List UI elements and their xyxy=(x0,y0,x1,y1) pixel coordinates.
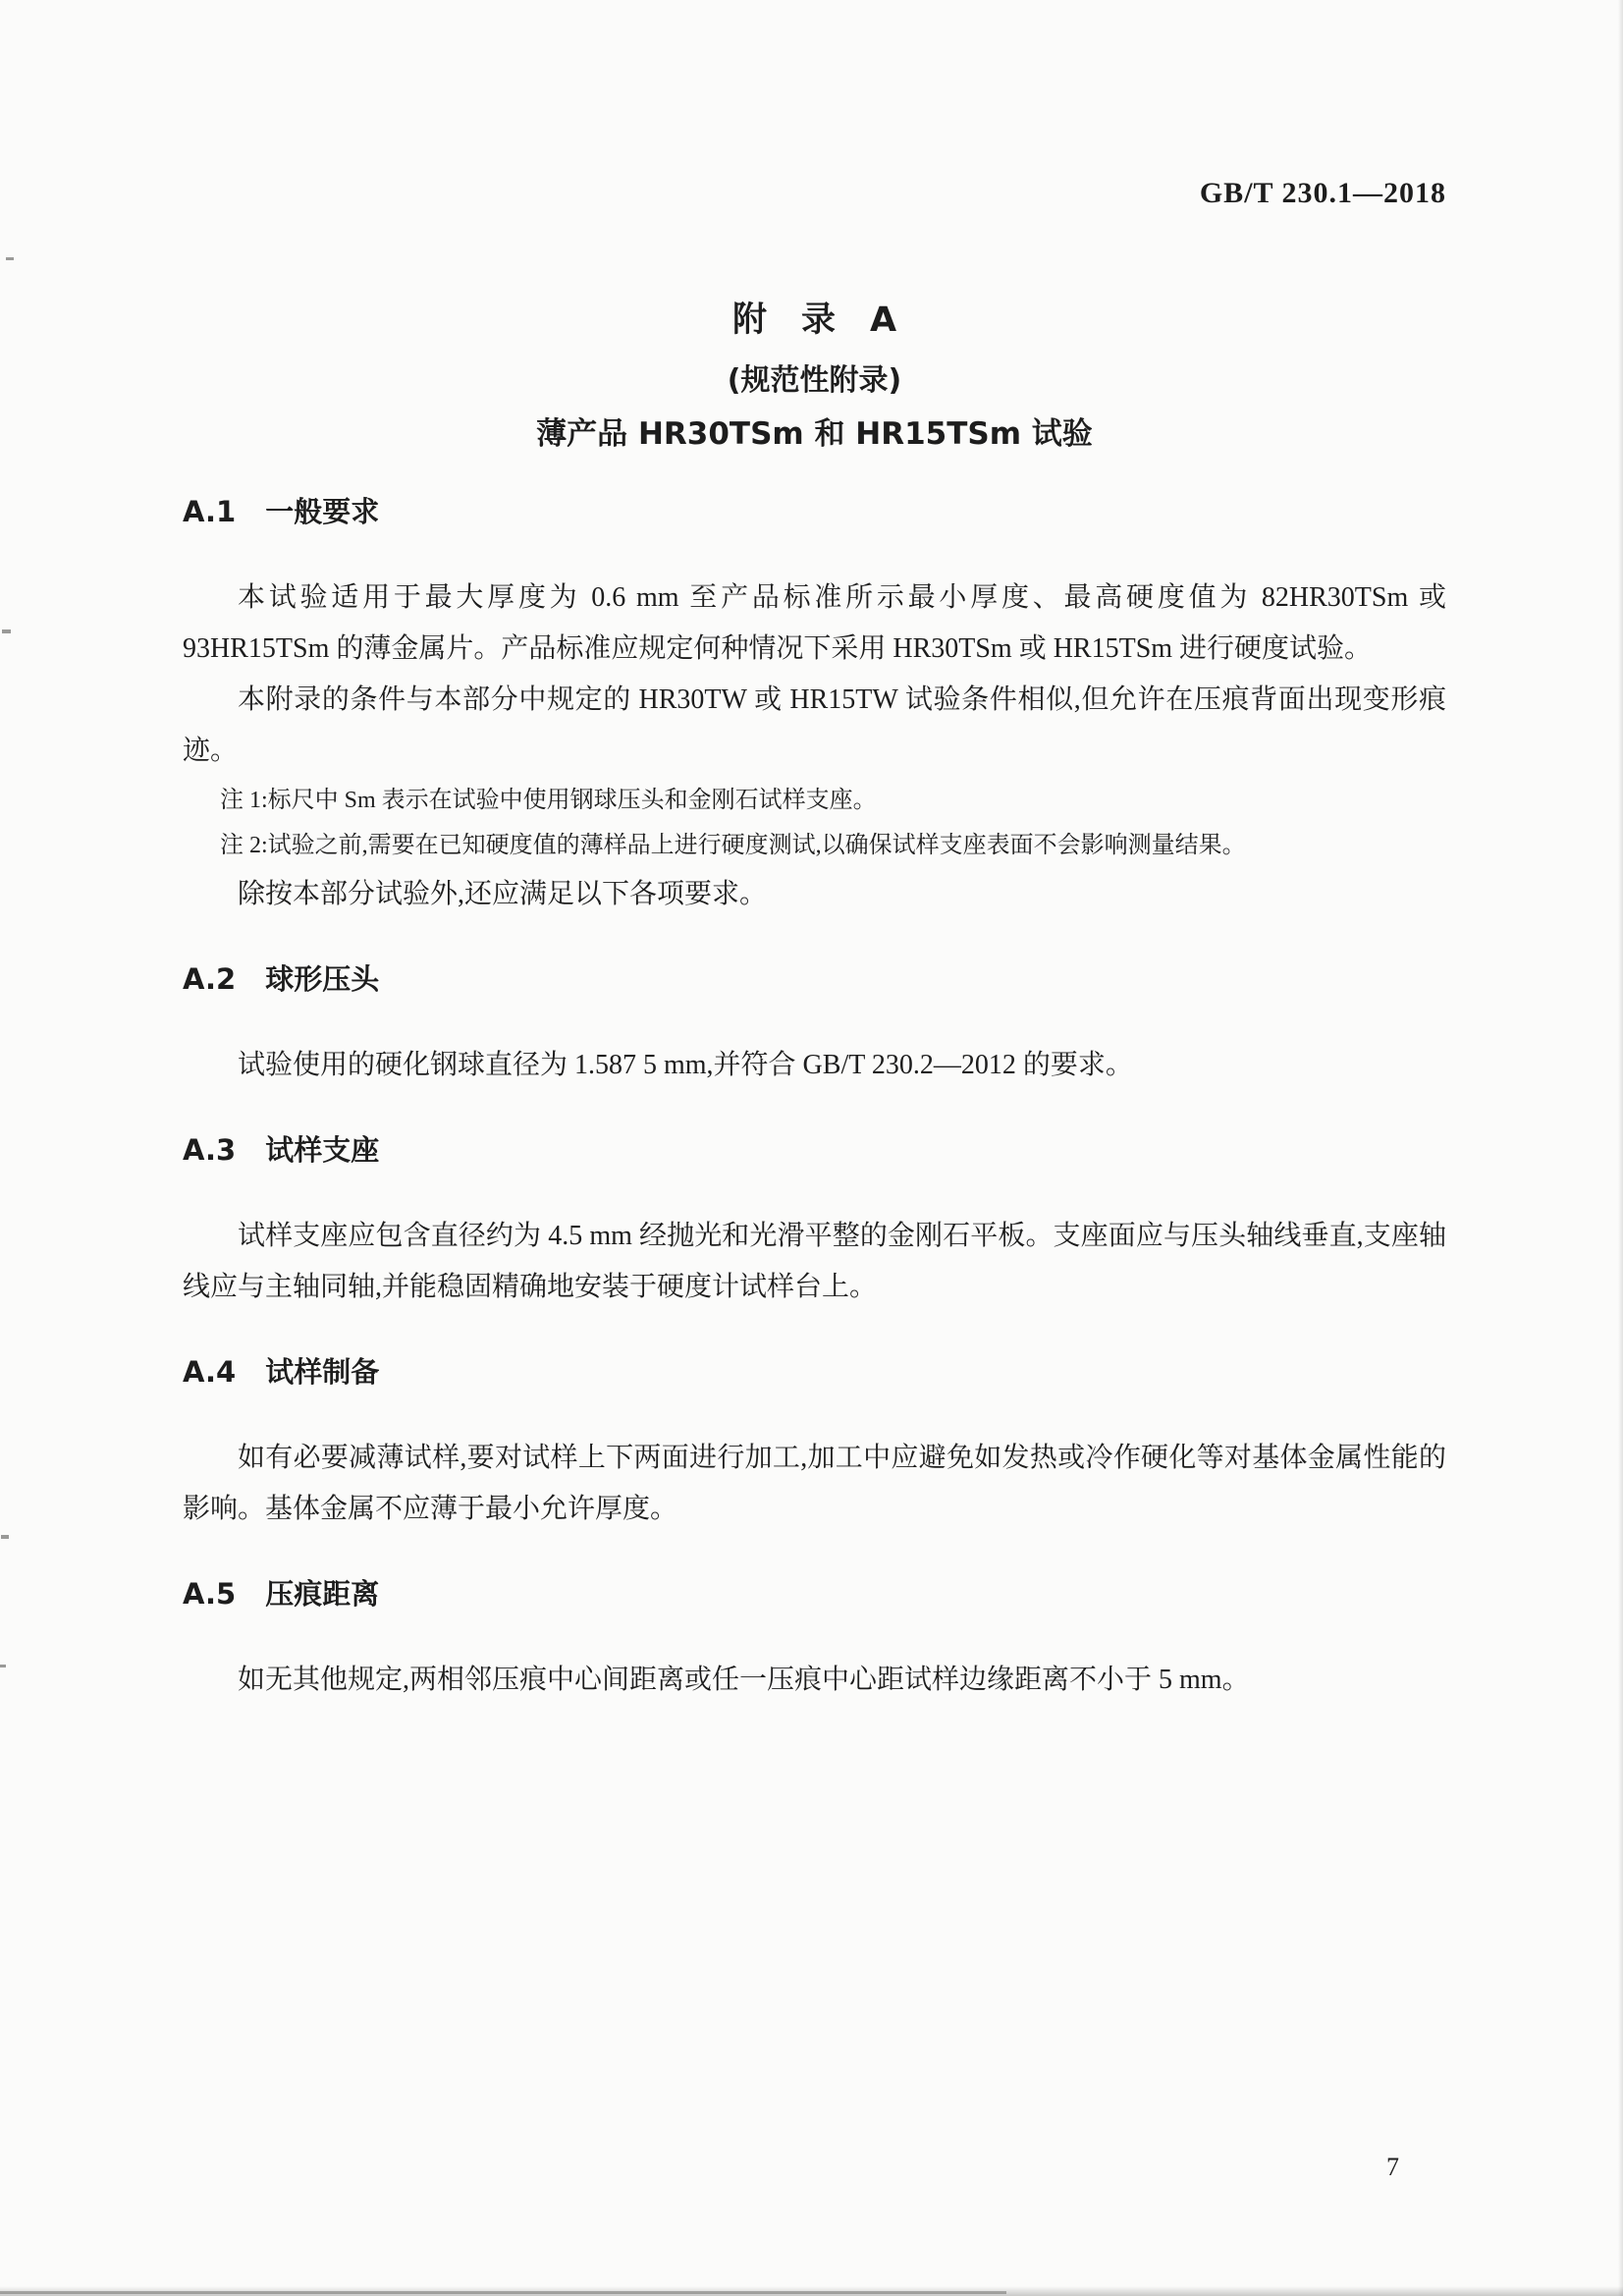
scan-speck xyxy=(6,257,14,260)
appendix-subtitle: (规范性附录) xyxy=(727,363,902,398)
section-a1-note-1: 注 1:标尺中 Sm 表示在试验中使用钢球压头和金刚石试样支座。 xyxy=(220,788,877,813)
section-a2-heading xyxy=(183,959,1446,999)
section-a5-title: 压痕距离 xyxy=(265,1577,380,1611)
section-a4-title: 试样制备 xyxy=(265,1355,380,1389)
section-a4 xyxy=(183,1352,1446,1535)
scan-edge-bottom-line xyxy=(0,2291,1006,2294)
section-a3-paragraph-1: 试样支座应包含直径约为 4.5 mm 经抛光和光滑平整的金刚石平板。支座面应与压头轴线垂直,支座轴线应与主轴同轴,并能稳固精确地安装于硬度计试样台上。 xyxy=(183,1221,1446,1302)
section-a2-number: A.2 xyxy=(183,962,237,996)
section-a2-title: 球形压头 xyxy=(265,962,380,996)
section-a5-paragraph-1: 如无其他规定,两相邻压痕中心间距离或任一压痕中心距试样边缘距离不小于 5 mm。 xyxy=(238,1665,1250,1695)
section-a4-heading xyxy=(183,1352,1446,1392)
section-a3-number: A.3 xyxy=(183,1133,237,1167)
appendix-subject: 薄产品 HR30TSm 和 HR15TSm 试验 xyxy=(536,416,1093,452)
section-a1-heading xyxy=(183,492,1446,531)
section-a1-closing: 除按本部分试验外,还应满足以下各项要求。 xyxy=(238,879,768,909)
section-a2-paragraph-1: 试验使用的硬化钢球直径为 1.587 5 mm,并符合 GB/T 230.2—2012 的要求。 xyxy=(238,1050,1133,1080)
section-a1-note-2: 注 2:试验之前,需要在已知硬度值的薄样品上进行硬度测试,以确保试样支座表面不会影响测量结果。 xyxy=(220,833,1246,858)
section-a1-paragraph-1: 本试验适用于最大厚度为 0.6 mm 至产品标准所示最小厚度、最高硬度值为 82HR30TSm 或 93HR15TSm 的薄金属片。产品标准应规定何种情况下采用 HR30TSm 或 HR15TSm 进行硬度试验。 xyxy=(183,582,1446,664)
section-a1-title: 一般要求 xyxy=(265,495,380,528)
scan-speck xyxy=(1,1535,9,1539)
section-a4-paragraph-1: 如有必要减薄试样,要对试样上下两面进行加工,加工中应避免如发热或冷作硬化等对基体金属性能的影响。基体金属不应薄于最小允许厚度。 xyxy=(183,1443,1446,1524)
scan-speck xyxy=(0,1665,6,1667)
appendix-title: 附 录 A xyxy=(731,301,897,340)
section-a4-number: A.4 xyxy=(183,1355,237,1389)
section-a2 xyxy=(183,959,1446,1091)
section-a1-paragraph-2: 本附录的条件与本部分中规定的 HR30TW 或 HR15TW 试验条件相似,但允许在压痕背面出现变形痕迹。 xyxy=(183,684,1446,766)
section-a3 xyxy=(183,1130,1446,1313)
scan-edge-right xyxy=(1618,0,1623,2296)
section-a1 xyxy=(183,492,1446,920)
section-a5-heading xyxy=(183,1574,1446,1613)
page-number: 7 xyxy=(1386,2153,1399,2181)
section-a5 xyxy=(183,1574,1446,1706)
section-a1-number: A.1 xyxy=(183,495,237,528)
section-a3-heading xyxy=(183,1130,1446,1170)
section-a1-notes xyxy=(183,779,1446,867)
section-a5-number: A.5 xyxy=(183,1577,237,1611)
page-content xyxy=(183,0,1446,1706)
standard-code-header: GB/T 230.1—2018 xyxy=(1199,177,1446,209)
scan-speck xyxy=(2,629,11,633)
section-a3-title: 试样支座 xyxy=(265,1133,380,1167)
